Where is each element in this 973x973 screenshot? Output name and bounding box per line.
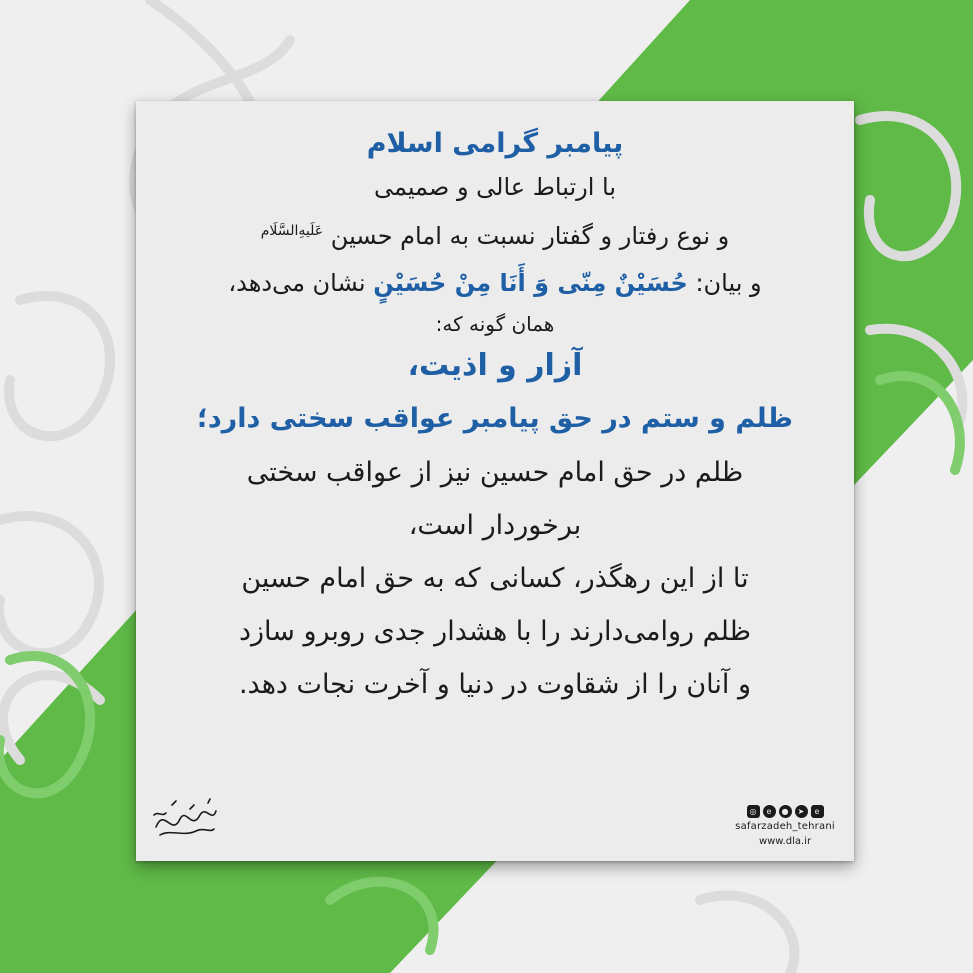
calligraphy-signature-logo (150, 797, 220, 843)
social-handle[interactable]: safarzadeh_tehrani (735, 821, 835, 832)
hadith-text: حُسَیْنٌ مِنّی وَ أَنَا مِنْ حُسَیْنٍ (373, 269, 688, 297)
poster-body (170, 446, 820, 711)
bale-icon[interactable]: e (811, 805, 824, 818)
website-link[interactable]: www.dla.ir (758, 836, 812, 847)
body-line: و آنان را از شقاوت در دنیا و آخرت نجات دهد. (238, 669, 752, 700)
honorific: عَلَیهِ‌السَّلَام (260, 223, 324, 239)
social-footer (730, 805, 840, 847)
body-line: ظلم در حق امام حسین نیز از عواقب سختی (246, 457, 744, 488)
body-line: تا از این رهگذر، کسانی که به حق امام حسین (241, 563, 749, 594)
poster-title: پیامبر گرامی اسلام (366, 128, 624, 159)
poster-line-4 (170, 258, 820, 308)
poster-line-5: همان گونه که: (435, 312, 555, 336)
body-line: ظلم روامی‌دارند را با هشدار جدی روبرو سازد (238, 616, 752, 647)
body-line: برخوردار است، (408, 510, 582, 541)
poster-line-2: با ارتباط عالی و صمیمی (373, 173, 617, 201)
social-icons (730, 805, 840, 818)
instagram-icon[interactable]: ◎ (747, 805, 760, 818)
telegram-icon[interactable]: ➤ (795, 805, 808, 818)
poster-line-3 (170, 209, 820, 258)
line4-prefix: و بیان: (695, 269, 762, 297)
poster-card (136, 101, 854, 861)
line3-main: و نوع رفتار و گفتار نسبت به امام حسین (330, 222, 730, 250)
location-icon[interactable]: ● (779, 805, 792, 818)
poster-line-7: ظلم و ستم در حق پیامبر عواقب سختی دارد؛ (197, 403, 793, 434)
poster-line-6: آزار و اذیت، (407, 348, 583, 383)
poster-text (136, 123, 854, 711)
line4-suffix: نشان می‌دهد، (228, 269, 366, 297)
eitaa-icon[interactable]: e (763, 805, 776, 818)
